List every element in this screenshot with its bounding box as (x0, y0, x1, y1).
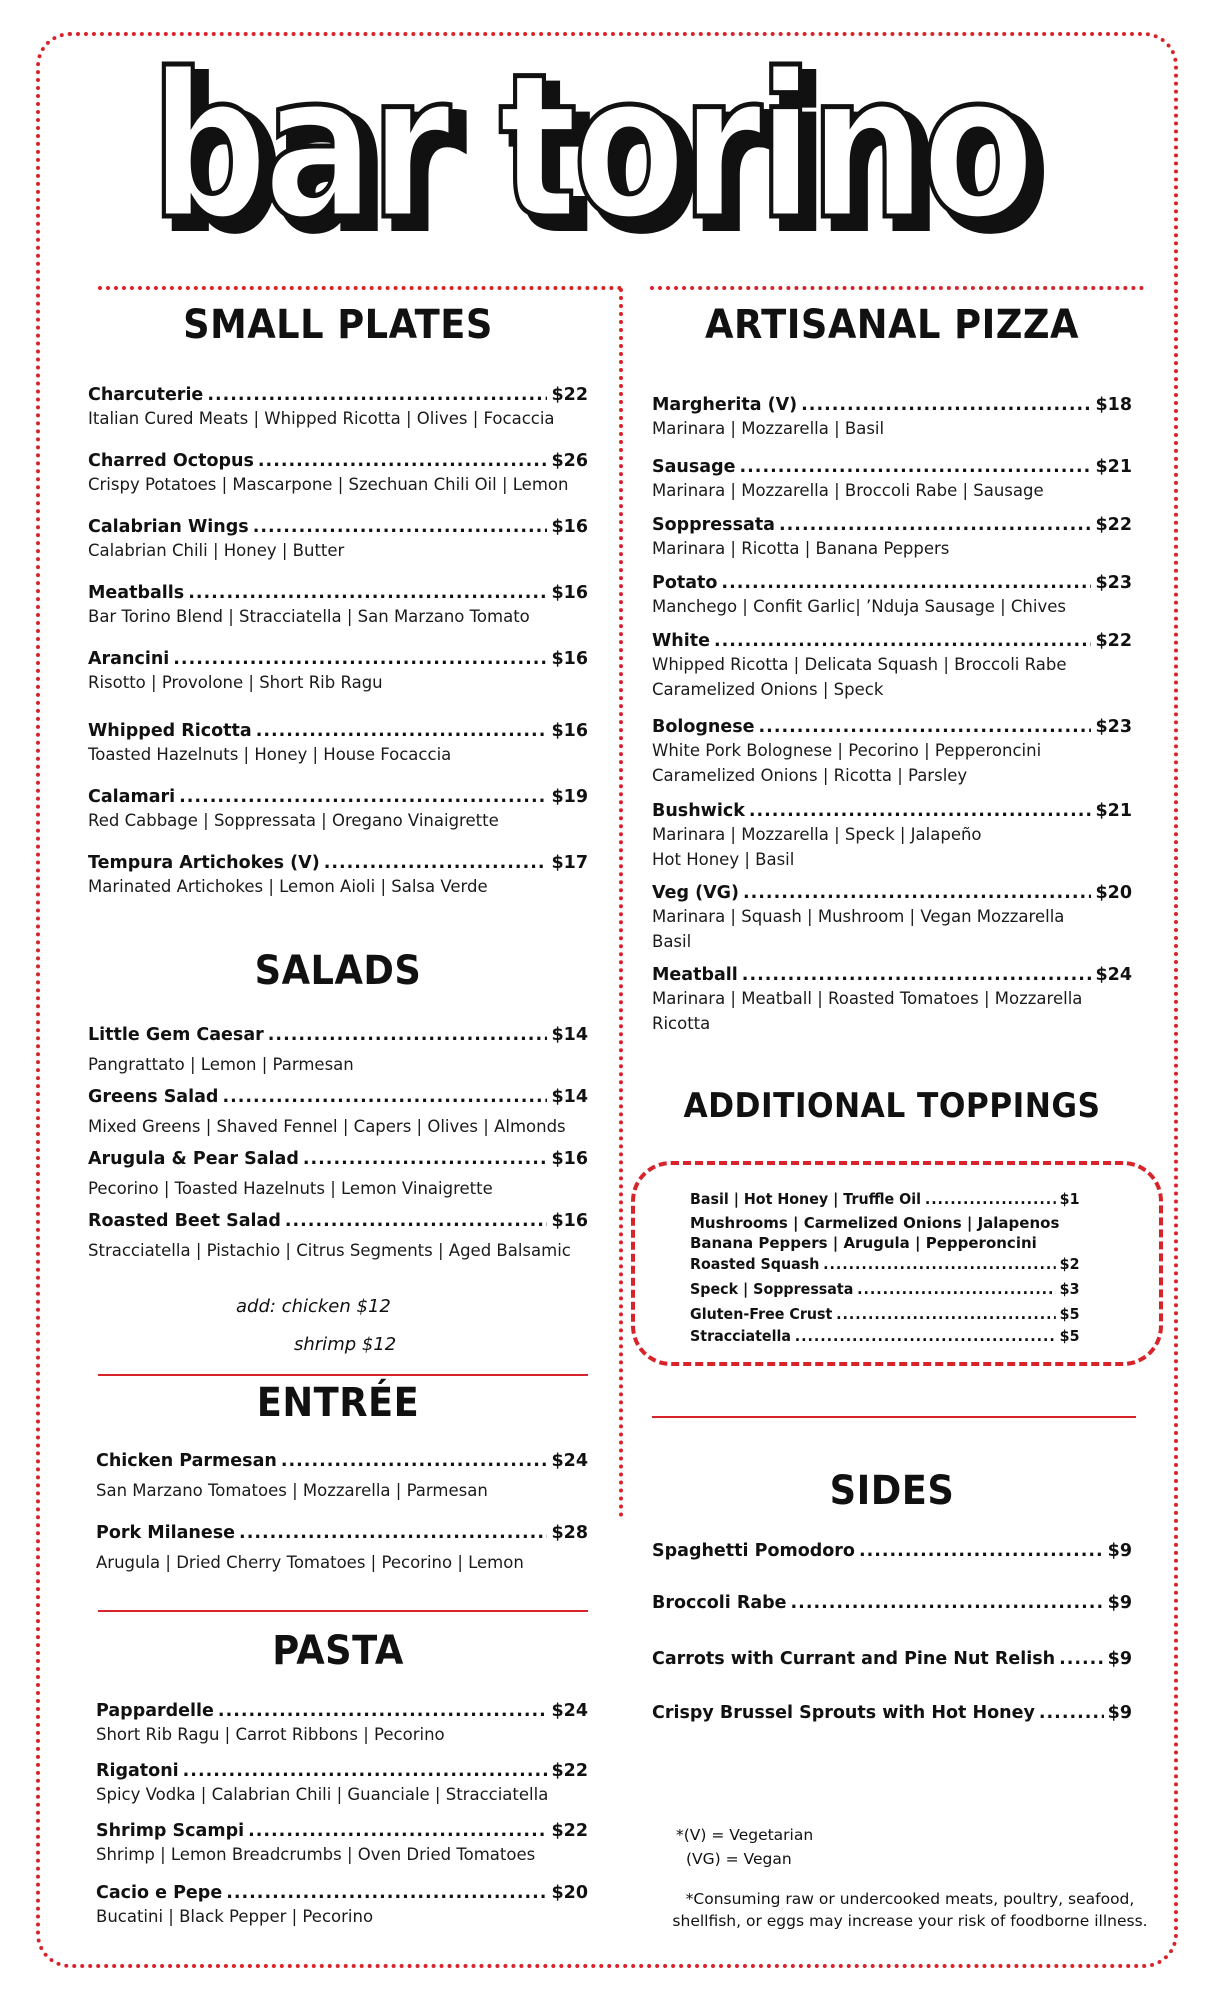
leader-dots (239, 1522, 547, 1544)
item-price: $23 (1095, 717, 1132, 737)
leader-dots (742, 964, 1092, 986)
menu-item (88, 720, 588, 767)
item-name: Carrots with Currant and Pine Nut Relish (652, 1649, 1056, 1669)
side-item (652, 1702, 1132, 1724)
item-description: Marinara | Ricotta | Banana Peppers (652, 539, 950, 558)
item-price: $9 (1107, 1703, 1132, 1723)
leader-dots (925, 1190, 1056, 1208)
add-chicken: add: chicken $12 (236, 1296, 391, 1317)
topping-line: Banana Peppers | Arugula | Pepperoncini (690, 1234, 1037, 1252)
item-name: Cacio e Pepe (96, 1883, 223, 1903)
right-column (652, 296, 1132, 1956)
topping-price: $3 (1059, 1280, 1080, 1298)
item-name: Arancini (88, 649, 170, 669)
leader-dots (303, 1148, 548, 1170)
item-name: Potato (652, 573, 718, 593)
leader-dots (749, 800, 1092, 822)
leader-dots (859, 1540, 1104, 1562)
item-description: Manchego | Confit Garlic| ’Nduja Sausage | Chives (652, 597, 1066, 616)
add-shrimp: shrimp $12 (294, 1334, 397, 1355)
item-name: Meatball (652, 965, 738, 985)
leader-dots (721, 572, 1091, 594)
leader-dots (791, 1592, 1104, 1614)
divider-top-left (98, 286, 622, 290)
topping-row (690, 1190, 1080, 1208)
item-name: Greens Salad (88, 1087, 219, 1107)
item-price: $16 (551, 721, 588, 741)
left-column (88, 296, 588, 1956)
topping-row (690, 1280, 1080, 1298)
item-name: Veg (VG) (652, 883, 739, 903)
item-name: Shrimp Scampi (96, 1821, 245, 1841)
item-description-cont: Caramelized Onions | Speck (652, 680, 884, 699)
item-name: Pappardelle (96, 1701, 214, 1721)
item-price: $24 (551, 1701, 588, 1721)
item-price: $14 (551, 1087, 588, 1107)
item-price: $16 (551, 583, 588, 603)
leader-dots (218, 1700, 548, 1722)
menu-item (652, 800, 1132, 872)
sides-heading: SIDES (829, 1468, 955, 1514)
item-description-cont: Ricotta (652, 1014, 711, 1033)
item-price: $18 (1095, 395, 1132, 415)
pasta-heading: PASTA (272, 1628, 404, 1674)
item-price: $9 (1107, 1593, 1132, 1613)
leader-dots (188, 582, 547, 604)
toppings-heading: ADDITIONAL TOPPINGS (683, 1086, 1101, 1126)
pizza-heading: ARTISANAL PIZZA (705, 302, 1079, 348)
item-name: Crispy Brussel Sprouts with Hot Honey (652, 1703, 1035, 1723)
leader-dots (222, 1086, 547, 1108)
leader-dots (857, 1280, 1056, 1298)
item-description: Italian Cured Meats | Whipped Ricotta | Olives | Focaccia (88, 409, 555, 428)
item-description: Bucatini | Black Pepper | Pecorino (96, 1907, 374, 1926)
item-description-cont: Caramelized Onions | Ricotta | Parsley (652, 766, 968, 785)
menu-item (88, 648, 588, 695)
item-price: $9 (1107, 1649, 1132, 1669)
leader-dots (714, 630, 1091, 652)
leader-dots (226, 1882, 547, 1904)
menu-item (652, 456, 1132, 503)
menu-item (96, 1522, 588, 1575)
leader-dots (795, 1327, 1056, 1345)
item-price: $21 (1095, 457, 1132, 477)
item-description: Toasted Hazelnuts | Honey | House Focaccia (88, 745, 452, 764)
menu-item (652, 630, 1132, 702)
item-price: $26 (551, 451, 588, 471)
item-name: Tempura Artichokes (V) (88, 853, 320, 873)
item-name: Meatballs (88, 583, 185, 603)
divider (652, 1416, 1136, 1418)
item-price: $28 (551, 1523, 588, 1543)
item-name: Little Gem Caesar (88, 1025, 264, 1045)
menu-item (652, 572, 1132, 619)
item-price: $22 (551, 385, 588, 405)
item-description: Marinara | Mozzarella | Speck | Jalapeño (652, 825, 982, 844)
side-item (652, 1540, 1132, 1562)
item-price: $16 (551, 1211, 588, 1231)
item-description: Red Cabbage | Soppressata | Oregano Vinaigrette (88, 811, 499, 830)
consumption-warning-line1: *Consuming raw or undercooked meats, poultry, seafood, (685, 1890, 1135, 1908)
topping-price: $2 (1059, 1255, 1080, 1273)
menu-item (88, 786, 588, 833)
item-name: Arugula & Pear Salad (88, 1149, 299, 1169)
item-description: Arugula | Dried Cherry Tomatoes | Pecorino | Lemon (96, 1553, 524, 1572)
topping-price: $5 (1059, 1305, 1080, 1323)
menu-item (96, 1700, 588, 1747)
item-name: Whipped Ricotta (88, 721, 252, 741)
item-price: $23 (1095, 573, 1132, 593)
item-name: Calabrian Wings (88, 517, 249, 537)
menu-item (88, 582, 588, 629)
item-description: Marinara | Mozzarella | Basil (652, 419, 885, 438)
leader-dots (324, 852, 548, 874)
menu-item (88, 1148, 588, 1201)
item-price: $22 (1095, 631, 1132, 651)
topping-row (690, 1305, 1080, 1323)
leader-dots (173, 648, 547, 670)
item-description: Stracciatella | Pistachio | Citrus Segments | Aged Balsamic (88, 1241, 571, 1260)
item-name: Spaghetti Pomodoro (652, 1541, 855, 1561)
item-price: $16 (551, 649, 588, 669)
leader-dots (740, 456, 1092, 478)
item-description: Mixed Greens | Shaved Fennel | Capers | Olives | Almonds (88, 1117, 566, 1136)
menu-item (88, 1086, 588, 1139)
item-price: $16 (551, 517, 588, 537)
item-description: Short Rib Ragu | Carrot Ribbons | Pecorino (96, 1725, 445, 1744)
consumption-warning-line2: shellfish, or eggs may increase your risk of foodborne illness. (672, 1912, 1148, 1930)
item-name: Roasted Beet Salad (88, 1211, 281, 1231)
topping-row (690, 1255, 1080, 1273)
divider (98, 1610, 588, 1612)
topping-name: Speck | Soppressata (690, 1280, 854, 1298)
item-name: Calamari (88, 787, 176, 807)
leader-dots (759, 716, 1092, 738)
topping-name: Roasted Squash (690, 1255, 820, 1273)
item-price: $22 (551, 1761, 588, 1781)
leader-dots (823, 1255, 1056, 1273)
menu-item (96, 1760, 588, 1807)
svg-text:bar torino: bar torino (150, 58, 1030, 258)
menu-item (652, 514, 1132, 561)
item-price: $16 (551, 1149, 588, 1169)
item-name: Bolognese (652, 717, 755, 737)
column-divider (619, 288, 623, 1518)
leader-dots (207, 384, 547, 406)
menu-item (88, 384, 588, 431)
salads-heading: SALADS (254, 948, 422, 994)
leader-dots (836, 1305, 1056, 1323)
menu-item (88, 1210, 588, 1263)
item-price: $22 (551, 1821, 588, 1841)
bar-torino-logo (140, 58, 1080, 258)
topping-name: Gluten-Free Crust (690, 1305, 833, 1323)
entree-heading: ENTRÉE (256, 1380, 420, 1426)
item-description: Crispy Potatoes | Mascarpone | Szechuan Chili Oil | Lemon (88, 475, 569, 494)
leader-dots (1059, 1648, 1104, 1670)
item-name: Chicken Parmesan (96, 1451, 277, 1471)
vegan-note: (VG) = Vegan (686, 1850, 792, 1868)
item-name: Charcuterie (88, 385, 204, 405)
leader-dots (801, 394, 1091, 416)
item-name: Rigatoni (96, 1761, 179, 1781)
topping-line: Mushrooms | Carmelized Onions | Jalapenos (690, 1214, 1060, 1232)
item-description: Bar Torino Blend | Stracciatella | San Marzano Tomato (88, 607, 530, 626)
menu-item (88, 1024, 588, 1077)
topping-price: $5 (1059, 1327, 1080, 1345)
item-price: $20 (551, 1883, 588, 1903)
topping-name: Stracciatella (690, 1327, 791, 1345)
item-description: Shrimp | Lemon Breadcrumbs | Oven Dried Tomatoes (96, 1845, 536, 1864)
item-description: Marinara | Squash | Mushroom | Vegan Mozzarella (652, 907, 1065, 926)
leader-dots (779, 514, 1091, 536)
item-description: Marinated Artichokes | Lemon Aioli | Salsa Verde (88, 877, 488, 896)
item-price: $24 (1095, 965, 1132, 985)
leader-dots (253, 516, 548, 538)
divider-top-right (650, 286, 1144, 290)
item-name: Pork Milanese (96, 1523, 236, 1543)
item-price: $14 (551, 1025, 588, 1045)
item-description-cont: Basil (652, 932, 692, 951)
item-description: Spicy Vodka | Calabrian Chili | Guanciale | Stracciatella (96, 1785, 549, 1804)
small-plates-heading: SMALL PLATES (183, 302, 493, 348)
svg-text:bar torino: bar torino (162, 58, 1042, 258)
item-name: Sausage (652, 457, 736, 477)
menu-item (652, 882, 1132, 954)
topping-name: Basil | Hot Honey | Truffle Oil (690, 1190, 922, 1208)
item-name: Bushwick (652, 801, 745, 821)
item-name: Broccoli Rabe (652, 1593, 787, 1613)
item-description: Pangrattato | Lemon | Parmesan (88, 1055, 354, 1074)
leader-dots (258, 450, 548, 472)
menu-item (96, 1450, 588, 1503)
menu-item (652, 716, 1132, 788)
item-price: $24 (551, 1451, 588, 1471)
leader-dots (179, 786, 547, 808)
leader-dots (256, 720, 548, 742)
side-item (652, 1648, 1132, 1670)
divider (98, 1374, 588, 1376)
item-price: $22 (1095, 515, 1132, 535)
leader-dots (285, 1210, 548, 1232)
item-price: $9 (1107, 1541, 1132, 1561)
side-item (652, 1592, 1132, 1614)
item-description: Calabrian Chili | Honey | Butter (88, 541, 345, 560)
vegetarian-note: *(V) = Vegetarian (676, 1826, 814, 1844)
item-description: Whipped Ricotta | Delicata Squash | Broccoli Rabe (652, 655, 1067, 674)
leader-dots (248, 1820, 547, 1842)
leader-dots (743, 882, 1091, 904)
item-price: $19 (551, 787, 588, 807)
item-price: $20 (1095, 883, 1132, 903)
topping-row (690, 1327, 1080, 1345)
menu-item (652, 394, 1132, 441)
item-description: White Pork Bolognese | Pecorino | Pepperoncini (652, 741, 1042, 760)
menu-item (88, 450, 588, 497)
leader-dots (268, 1024, 548, 1046)
menu-item (96, 1882, 588, 1929)
item-name: Charred Octopus (88, 451, 254, 471)
menu-item (96, 1820, 588, 1867)
menu-item (652, 964, 1132, 1036)
item-description: Marinara | Meatball | Roasted Tomatoes | Mozzarella (652, 989, 1083, 1008)
item-price: $21 (1095, 801, 1132, 821)
item-description: Risotto | Provolone | Short Rib Ragu (88, 673, 383, 692)
item-description: San Marzano Tomatoes | Mozzarella | Parmesan (96, 1481, 488, 1500)
leader-dots (281, 1450, 548, 1472)
item-description: Pecorino | Toasted Hazelnuts | Lemon Vinaigrette (88, 1179, 493, 1198)
leader-dots (1039, 1702, 1104, 1724)
topping-price: $1 (1059, 1190, 1080, 1208)
leader-dots (183, 1760, 548, 1782)
item-name: White (652, 631, 710, 651)
item-description: Marinara | Mozzarella | Broccoli Rabe | Sausage (652, 481, 1044, 500)
item-name: Margherita (V) (652, 395, 798, 415)
item-name: Soppressata (652, 515, 775, 535)
item-description-cont: Hot Honey | Basil (652, 850, 795, 869)
menu-item (88, 852, 588, 899)
menu-item (88, 516, 588, 563)
item-price: $17 (551, 853, 588, 873)
